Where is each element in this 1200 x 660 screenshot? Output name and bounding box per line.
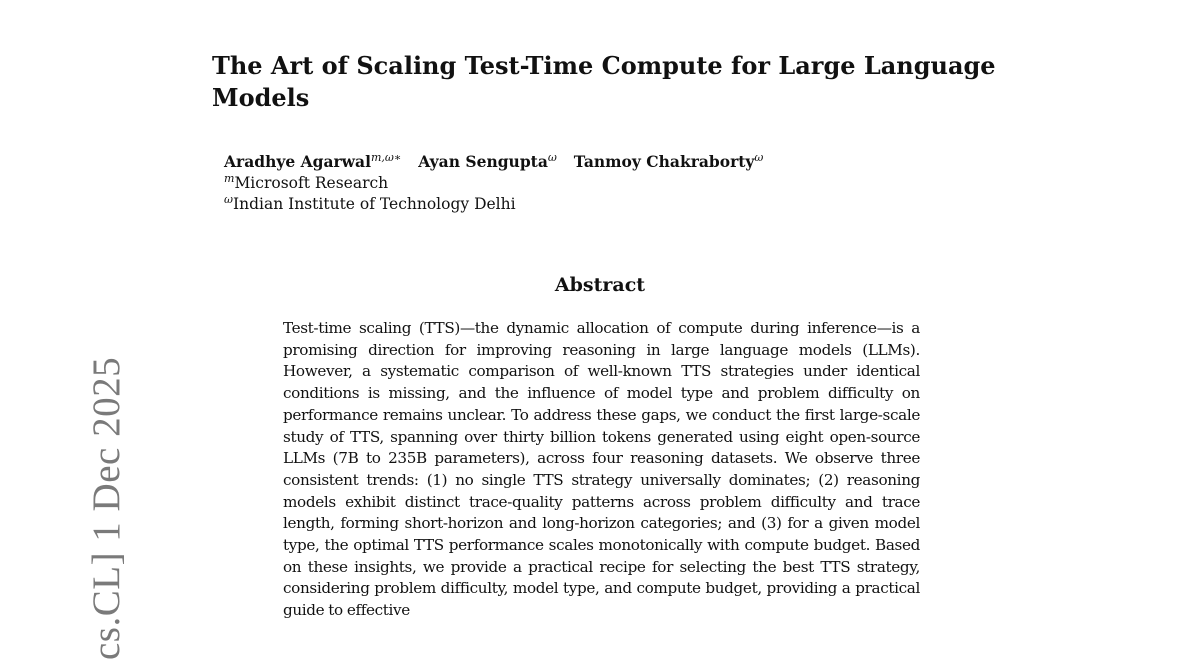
author-marks: ω xyxy=(547,150,557,164)
author-list xyxy=(224,151,924,173)
author-name: Aradhye Agarwal xyxy=(224,152,371,171)
author-2 xyxy=(418,152,557,171)
paper-title: The Art of Scaling Test-Time Compute for Large Language Models xyxy=(212,51,996,112)
abstract-heading: Abstract xyxy=(554,274,646,296)
abstract-text: Test-time scaling (TTS)—the dynamic allocation of compute during inference—is a promising direction for improving reasoning in large language models (LLMs). However, a systematic comparison of well-known TTS strategies under identical conditions is missing, and the influence of model type and problem difficulty on performance remains unclear. To address these gaps, we conduct the first large-scale study of TTS, spanning over thirty billion tokens generated using eight open-source LLMs (7B to 235B parameters), across four reasoning datasets. We observe three consistent trends: (1) no single TTS strategy universally dominates; (2) reasoning models exhibit distinct trace-quality patterns across problem difficulty and trace length, forming short-horizon and long-horizon categories; and (3) for a given model type, the optimal TTS performance scales monotonically with compute budget. Based on these insights, we provide a practical recipe for selecting the best TTS strategy, considering problem difficulty, model type, and compute budget, providing a practical guide to effective xyxy=(283,319,920,620)
affiliation-mark: m xyxy=(224,171,235,185)
affiliation-2 xyxy=(224,194,924,215)
affiliation-name: Microsoft Research xyxy=(234,174,389,192)
author-marks: ω xyxy=(754,150,764,164)
arxiv-identifier-stamp xyxy=(18,330,128,660)
affiliation-mark: ω xyxy=(224,192,233,206)
affiliation-1 xyxy=(224,173,924,194)
arxiv-stamp-text: cs.CL] 1 Dec 2025 xyxy=(85,356,128,660)
author-name: Tanmoy Chakraborty xyxy=(573,152,755,171)
author-marks: m,ω∗ xyxy=(370,150,402,164)
author-1 xyxy=(224,152,401,171)
author-block xyxy=(224,151,924,215)
author-name: Ayan Sengupta xyxy=(418,152,548,171)
author-3 xyxy=(574,152,764,171)
affiliation-name: Indian Institute of Technology Delhi xyxy=(232,195,516,213)
